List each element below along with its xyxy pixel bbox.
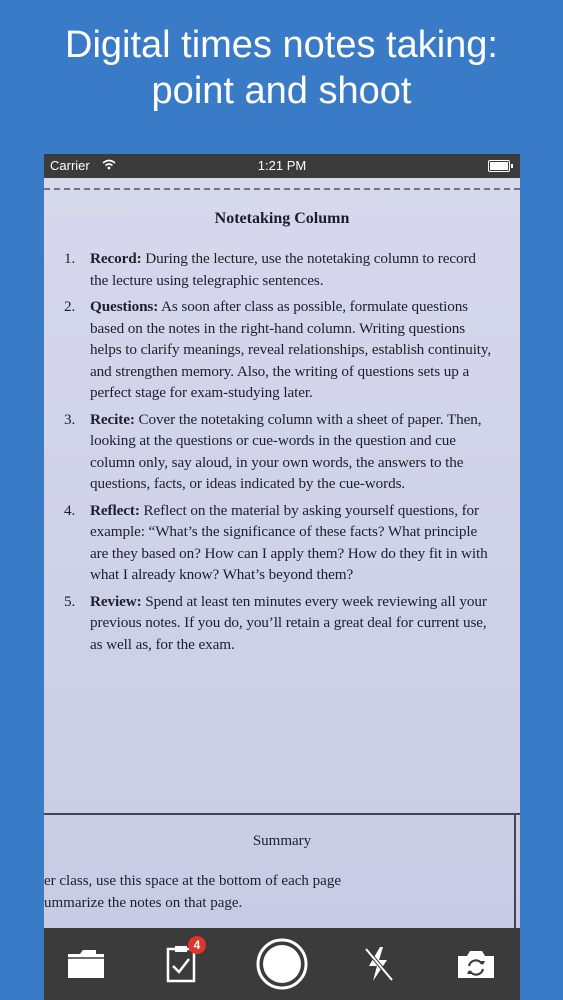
headline-line-2: point and shoot [151,70,412,112]
carrier-label: Carrier [50,158,90,173]
shutter-icon [254,936,310,992]
switch-camera-button[interactable] [452,940,500,988]
status-bar [44,154,520,178]
item-number: 4. [64,501,76,519]
item-number: 3. [64,410,76,428]
summary-box [44,813,520,928]
list-item [64,296,492,404]
item-heading: Review: [90,592,142,610]
shutter-button[interactable] [254,936,310,992]
flash-off-icon [354,940,402,988]
item-number: 5. [64,592,76,610]
summary-text-line: er class, use this space at the bottom of each page [44,873,341,889]
headline [0,22,563,114]
item-heading: Reflect: [90,501,140,519]
item-number: 2. [64,298,76,315]
item-heading: Recite: [90,410,135,428]
flash-toggle-button[interactable] [354,940,402,988]
folder-icon [62,940,110,988]
item-heading: Record: [90,250,142,267]
switch-camera-icon [452,940,500,988]
document-title: Notetaking Column [214,210,350,227]
item-body: As soon after class as possible, formulate questions based on the notes in the right-hand column. Writing questions helps to clarify meanings, reveal relationships, establish continuity, and strengthen memory. Also, the writing of questions sets up a perfect stage for exam-studying later. [90,298,492,401]
camera-toolbar [44,928,520,1000]
battery-icon [488,160,510,172]
headline-line-1: Digital times notes taking: [65,24,498,66]
folder-button[interactable] [62,940,110,988]
paper-edge [44,188,520,190]
item-number: 1. [64,250,76,267]
item-body: Cover the notetaking column with a sheet of paper. Then, looking at the questions or cue-words in the question and cue column only, say aloud, in your own words, the answers to the questions, facts, or ideas indicated by the cue-words. [90,410,482,492]
phone-screen [44,154,520,1000]
summary-text-line: ummarize the notes on that page. [44,895,243,911]
document-list [64,248,492,660]
item-body: Reflect on the material by asking yourself questions, for example: “What’s the significance of these facts? What principle are they based on? How can I apply them? How do they fit in with what I already know? What’s beyond them? [90,501,488,583]
camera-preview[interactable] [44,178,520,928]
list-item [64,248,492,291]
list-item [64,500,492,586]
summary-title: Summary [252,833,312,849]
status-time: 1:21 PM [257,158,307,173]
list-item [64,409,492,495]
item-body: Spend at least ten minutes every week reviewing all your previous notes. If you do, you’ll retain a great deal for current use, as well as, for the exam. [90,592,487,653]
list-item [64,591,492,656]
notification-badge: 4 [188,936,206,954]
item-body: During the lecture, use the notetaking column to record the lecture using telegraphic sentences. [90,250,476,289]
item-heading: Questions: [90,298,159,315]
